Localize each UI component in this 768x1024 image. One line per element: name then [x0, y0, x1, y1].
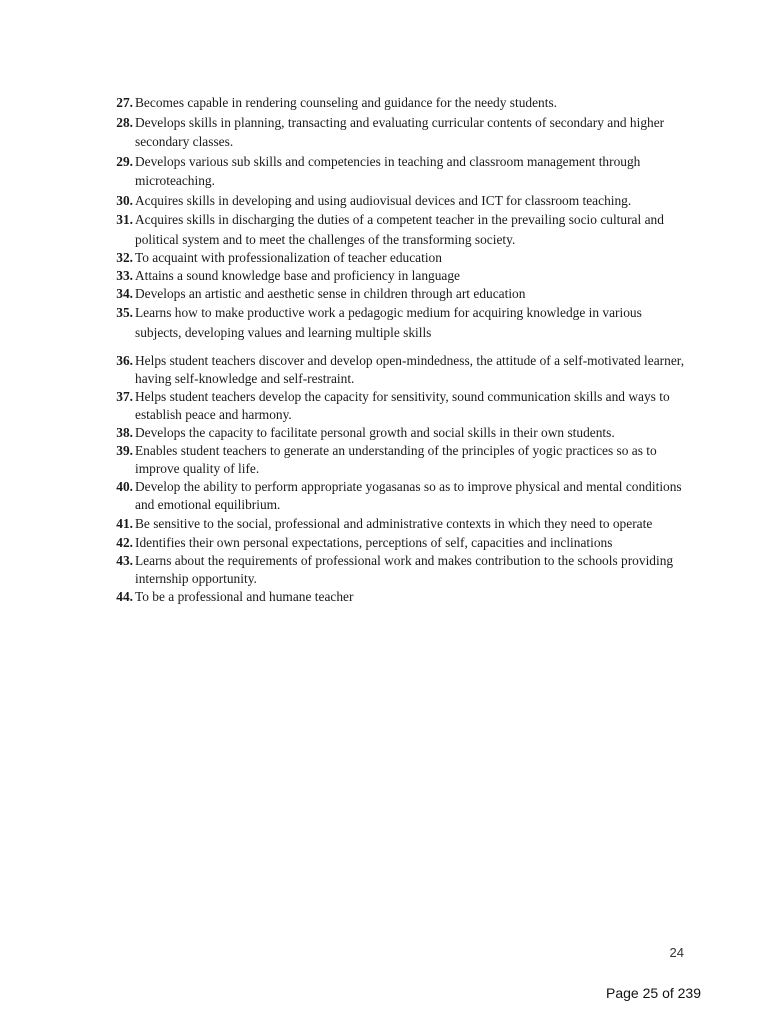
- item-number: 40.: [116, 479, 133, 494]
- item-number: 41.: [116, 516, 133, 531]
- item-number: 39.: [116, 443, 133, 458]
- item-text: Develops an artistic and aesthetic sense in children through art education: [135, 286, 526, 301]
- item-number: 31.: [116, 212, 133, 227]
- item-text: Develops skills in planning, transacting and evaluating curricular contents of secondary and higher secondary classes.: [135, 114, 665, 149]
- item-number: 28.: [116, 114, 133, 130]
- list-item: [110, 442, 690, 478]
- item-number: 43.: [116, 552, 133, 568]
- list-item: [110, 249, 690, 267]
- item-number: 32.: [116, 250, 133, 265]
- list-item: [110, 534, 690, 552]
- item-text: Acquires skills in discharging the duties of a competent teacher in the prevailing socio cultural and political system and to meet the challenges of the transforming society.: [135, 212, 664, 247]
- list-item: [110, 552, 690, 588]
- item-text: Helps student teachers develop the capacity for sensitivity, sound communication skills and ways to establish peace and harmony.: [135, 389, 670, 422]
- item-number: 34.: [116, 286, 133, 301]
- list-item: [110, 424, 690, 442]
- item-text: Learns about the requirements of professional work and makes contribution to the schools providing internship opportunity.: [135, 552, 674, 586]
- item-text: Helps student teachers discover and develop open-mindedness, the attitude of a self-motivated learner, having self-knowledge and self-restraint.: [135, 353, 685, 386]
- item-number: 38.: [116, 425, 133, 440]
- item-number: 35.: [116, 305, 133, 320]
- list-item: [110, 303, 690, 342]
- list-item: [110, 588, 690, 606]
- list-item: [110, 285, 690, 303]
- item-number: 27.: [116, 95, 133, 110]
- item-text: Develops the capacity to facilitate personal growth and social skills in their own students.: [135, 425, 615, 440]
- item-text: Develop the ability to perform appropriate yogasanas so as to improve physical and mental conditions and emotional equilibrium.: [135, 479, 682, 512]
- item-text: Enables student teachers to generate an understanding of the principles of yogic practices so as to improve quality of life.: [135, 443, 657, 476]
- item-text: Acquires skills in developing and using audiovisual devices and ICT for classroom teaching.: [135, 192, 632, 208]
- list-item: [110, 478, 690, 514]
- page-number: 24: [669, 945, 684, 960]
- item-text: To acquaint with professionalization of teacher education: [135, 250, 442, 265]
- item-text: To be a professional and humane teacher: [135, 588, 354, 604]
- item-number: 30.: [116, 192, 133, 208]
- item-text: Becomes capable in rendering counseling and guidance for the needy students.: [135, 95, 558, 110]
- item-text: Identifies their own personal expectations, perceptions of self, capacities and inclinations: [135, 534, 613, 550]
- list-item: [110, 93, 690, 113]
- item-text: Be sensitive to the social, professional and administrative contexts in which they need to operate: [135, 516, 653, 531]
- page-counter: Page 25 of 239: [606, 985, 701, 1001]
- list-item: [110, 267, 690, 285]
- item-number: 33.: [116, 268, 133, 283]
- item-number: 44.: [116, 588, 133, 604]
- item-number: 42.: [116, 534, 133, 550]
- item-text: Develops various sub skills and competencies in teaching and classroom management through microteaching.: [135, 153, 641, 188]
- objectives-list: [110, 93, 690, 606]
- item-number: 36.: [116, 353, 133, 368]
- item-text: Learns how to make productive work a pedagogic medium for acquiring knowledge in various subjects, developing values and learning multiple skills: [135, 305, 642, 340]
- list-item: [110, 388, 690, 424]
- list-item: [110, 152, 690, 191]
- list-item: [110, 514, 690, 534]
- list-item: [110, 113, 690, 152]
- list-item: [110, 210, 690, 249]
- list-item: [110, 352, 690, 388]
- item-number: 29.: [116, 153, 133, 169]
- item-text: Attains a sound knowledge base and proficiency in language: [135, 268, 460, 283]
- list-item: [110, 191, 690, 211]
- item-number: 37.: [116, 389, 133, 404]
